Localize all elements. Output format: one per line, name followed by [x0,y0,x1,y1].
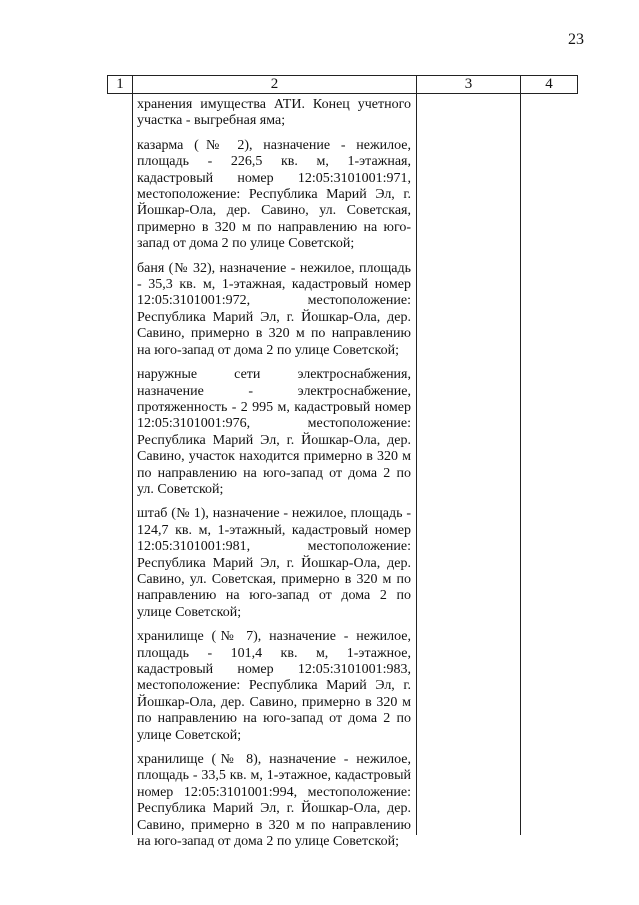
column-divider-1 [132,75,133,835]
column-2-content [137,97,411,858]
column-divider-3 [520,75,521,835]
entry-power-network: наружные сети электроснабжения, назначение - электроснабжение, протяженность - 2 995 м, кадастровый номер 12:05:3101001:976, местоположение: Республика Марий Эл, г. Йошкар-Ола, дер. Савино, участок находится примерно в 320 м по направлению на юго-запад от дома 2 по ул. Советской; [137,367,411,497]
table-header-divider [107,93,578,94]
column-divider-2 [416,75,417,835]
page-number: 23 [568,31,584,48]
column-header-1: 1 [116,76,124,92]
entry-headquarters: штаб (№ 1), назначение - нежилое, площадь - 124,7 кв. м, 1-этажный, кадастровый номер 12:05:3101001:981, местоположение: Республика Марий Эл, г. Йошкар-Ола, дер. Савино, ул. Советская, примерно в 320 м по направлению на юго-запад от дома 2 по улице Советской; [137,506,411,620]
entry-continuation: хранения имущества АТИ. Конец учетного участка - выгребная яма; [137,97,411,129]
entry-storage-7: хранилище (№ 7), назначение - нежилое, площадь - 101,4 кв. м, 1-этажное, кадастровый номер 12:05:3101001:983, местоположение: Республика Марий Эл, г. Йошкар-Ола, дер. Савино, примерно в 320 м по направлению на юго-запад от дома 2 по улице Советской; [137,629,411,743]
entry-storage-8: хранилище (№ 8), назначение - нежилое, площадь - 33,5 кв. м, 1-этажное, кадастровый номер 12:05:3101001:994, местоположение: Республика Марий Эл, г. Йошкар-Ола, дер. Савино, примерно в 320 м по направлению на юго-запад от дома 2 по улице Советской; [137,752,411,850]
column-header-2: 2 [270,76,279,92]
column-header-4: 4 [545,76,553,92]
property-table [107,75,578,850]
entry-barracks: казарма (№ 2), назначение - нежилое, площадь - 226,5 кв. м, 1-этажная, кадастровый номер 12:05:3101001:971, местоположение: Республика Марий Эл, г. Йошкар-Ола, дер. Савино, ул. Советская, примерно в 320 м по направлению на юго-запад от дома 2 по улице Советской; [137,137,411,252]
table-right-border [577,75,578,93]
entry-bathhouse: баня (№ 32), назначение - нежилое, площадь - 35,3 кв. м, 1-этажная, кадастровый номер 12:05:3101001:972, местоположение: Республика Марий Эл, г. Йошкар-Ола, дер. Савино, примерно в 320 м по направлению на юго-запад от дома 2 по улице Советской; [137,260,411,358]
column-header-3: 3 [464,76,473,92]
